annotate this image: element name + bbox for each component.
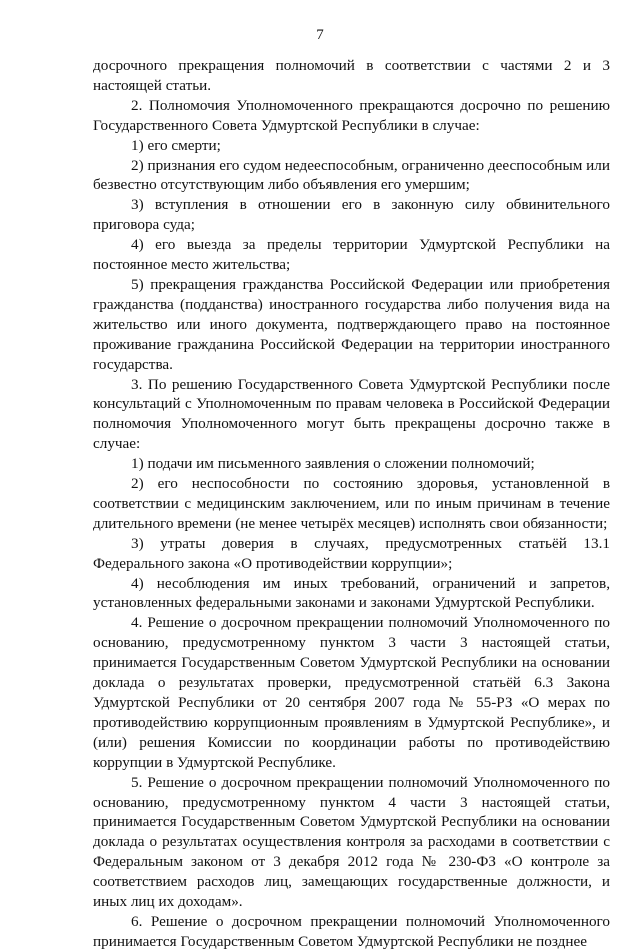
document-body (93, 56, 610, 952)
paragraph: 1) подачи им письменного заявления о сложении полномочий; (131, 455, 535, 473)
paragraph: 5) прекращения гражданства Российской Федерации или приобретения гражданства (подданства) иностранного государства либо получения вида на жительство или иного документа, подтверждающего право на постоянное проживание гражданина Российской Федерации на территории иностранного государства. (93, 275, 610, 373)
paragraph: 2) признания его судом недееспособным, ограниченно дееспособным или безвестно отсутствующим либо объявления его умершим; (93, 156, 610, 194)
paragraph: 1) его смерти; (131, 136, 221, 154)
paragraph: 3) вступления в отношении его в законную силу обвинительного приговора суда; (93, 196, 610, 234)
paragraph: досрочного прекращения полномочий в соответствии с частями 2 и 3 настоящей статьи. (93, 57, 610, 94)
paragraph: 4) его выезда за пределы территории Удмуртской Республики на постоянное место жительства; (93, 236, 610, 274)
paragraph: 2) его неспособности по состоянию здоровья, установленной в соответствии с медицинским заключением, или по иным причинам в течение длительного времени (не менее четырёх месяцев) исполнять свои обязанности; (93, 475, 610, 532)
paragraph: 4. Решение о досрочном прекращении полномочий Уполномоченного по основанию, предусмотренному пунктом 3 части 3 настоящей статьи, принимается Государственным Советом Удмуртской Республики на основании доклада о результатах проверки, предусмотренной статьёй 6.3 Закона Удмуртской Республики от 20 сентября 2007 года № 55-РЗ «О мерах по противодействию коррупционным проявлениям в Удмуртской Республике», и (или) решения Комиссии по координации работы по противодействию коррупции в Удмуртской Республике. (93, 614, 610, 771)
paragraph: 5. Решение о досрочном прекращении полномочий Уполномоченного по основанию, предусмотренному пунктом 4 части 3 настоящей статьи, принимается Государственным Советом Удмуртской Республики на основании доклада о результатах осуществления контроля за расходами в соответствии с Федеральным законом от 3 декабря 2012 года № 230-ФЗ «О контроле за соответствием расходов лиц, замещающих государственные должности, и иных лиц их доходам». (93, 773, 610, 911)
paragraph: 3. По решению Государственного Совета Удмуртской Республики после консультаций с Уполномоченным по правам человека в Российской Федерации полномочия Уполномоченного могут быть прекращены досрочно также в случае: (93, 375, 610, 453)
paragraph: 4) несоблюдения им иных требований, ограничений и запретов, установленных федеральными законами и законами Удмуртской Республики. (93, 574, 610, 612)
paragraph: 3) утраты доверия в случаях, предусмотренных статьёй 13.1 Федерального закона «О противодействии коррупции»; (93, 534, 610, 572)
paragraph: 2. Полномочия Уполномоченного прекращаются досрочно по решению Государственного Совета Удмуртской Республики в случае: (93, 96, 610, 134)
paragraph: 6. Решение о досрочном прекращении полномочий Уполномоченного принимается Государственным Советом Удмуртской Республики не позднее (93, 912, 610, 950)
page-number: 7 (316, 27, 324, 43)
